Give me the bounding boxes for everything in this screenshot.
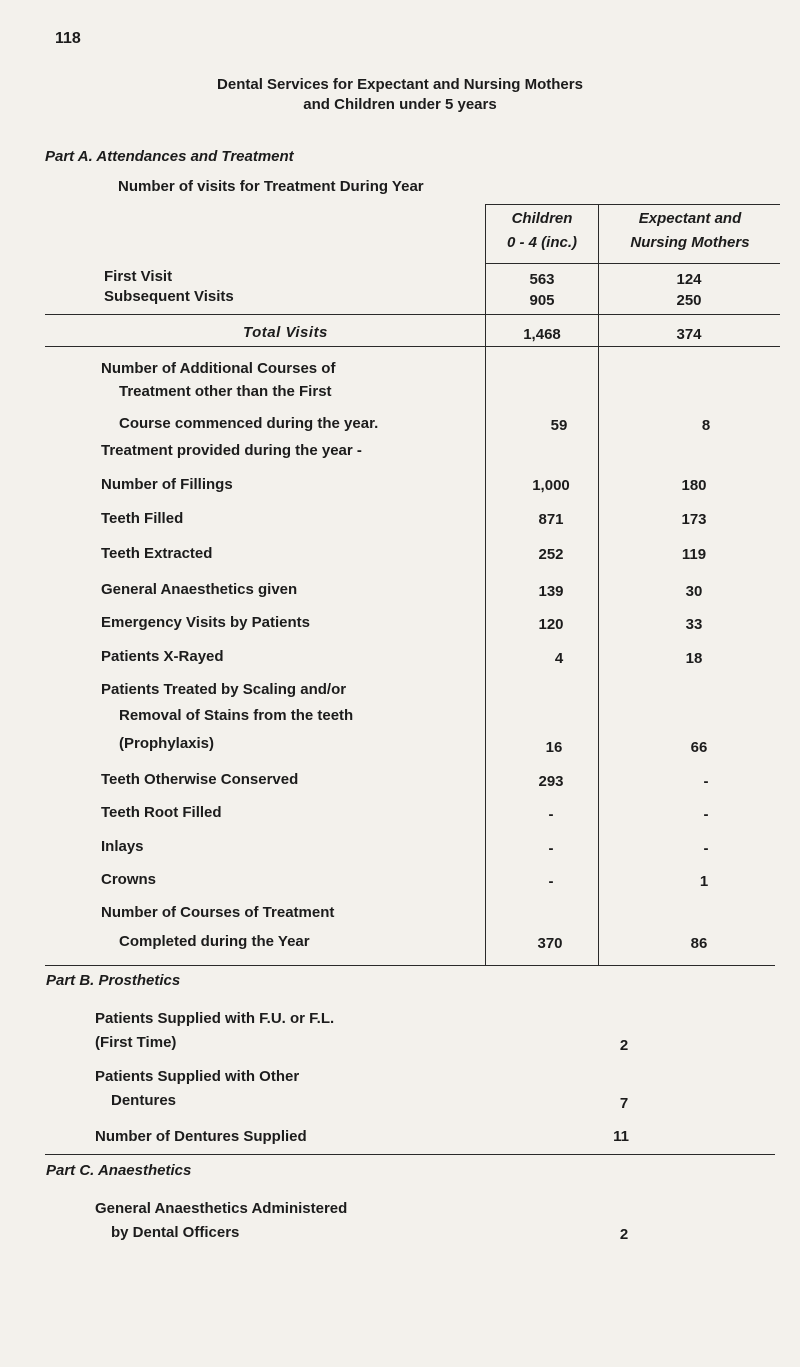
additional-courses-line1: Number of Additional Courses of <box>101 360 336 377</box>
root-filled-mothers: - <box>703 806 709 823</box>
column-divider-left <box>485 204 486 965</box>
total-bottom-rule <box>45 346 780 347</box>
table-top-rule <box>485 204 780 205</box>
total-visits-mothers: 374 <box>676 326 702 343</box>
page-title-line2: and Children under 5 years <box>303 96 497 113</box>
additional-courses-line2: Treatment other than the First <box>119 383 332 400</box>
first-visit-children: 563 <box>529 271 555 288</box>
column-divider-right <box>598 204 599 965</box>
emergency-visits-children: 120 <box>538 616 564 633</box>
fu-fl-line1: Patients Supplied with F.U. or F.L. <box>95 1010 335 1027</box>
inlays-mothers: - <box>703 840 709 857</box>
completed-children: 370 <box>537 935 563 952</box>
subsequent-visits-mothers: 250 <box>676 292 702 309</box>
other-dentures-value: 7 <box>619 1095 629 1112</box>
general-anaesthetics-label: General Anaesthetics given <box>101 581 298 598</box>
additional-courses-children: 59 <box>550 417 568 434</box>
otherwise-conserved-mothers: - <box>703 773 709 790</box>
fu-fl-line2: (First Time) <box>95 1034 177 1051</box>
total-visits-children: 1,468 <box>523 326 561 343</box>
dentures-supplied-label: Number of Dentures Supplied <box>95 1128 307 1145</box>
additional-courses-line3: Course commenced during the year. <box>119 415 379 432</box>
total-visits-label: Total Visits <box>243 324 328 341</box>
otherwise-conserved-children: 293 <box>538 773 564 790</box>
col-mothers-line2: Nursing Mothers <box>630 234 750 251</box>
general-anaesthetics-children: 139 <box>538 583 564 600</box>
inlays-label: Inlays <box>101 838 144 855</box>
emergency-visits-label: Emergency Visits by Patients <box>101 614 310 631</box>
scaling-line1: Patients Treated by Scaling and/or <box>101 681 347 698</box>
crowns-children: - <box>548 873 554 890</box>
teeth-filled-mothers: 173 <box>681 511 707 528</box>
teeth-filled-children: 871 <box>538 511 564 528</box>
teeth-extracted-mothers: 119 <box>681 546 707 563</box>
first-visit-label: First Visit <box>104 268 173 285</box>
general-anaesthetics-mothers: 30 <box>685 583 703 600</box>
other-dentures-line1: Patients Supplied with Other <box>95 1068 300 1085</box>
page-number: 118 <box>55 30 81 47</box>
scaling-mothers: 66 <box>690 739 708 756</box>
scaling-line3: (Prophylaxis) <box>119 735 215 752</box>
scaling-children: 16 <box>545 739 563 756</box>
fillings-mothers: 180 <box>681 477 707 494</box>
ga-administered-line2: by Dental Officers <box>111 1224 240 1241</box>
x-rayed-mothers: 18 <box>685 650 703 667</box>
teeth-extracted-label: Teeth Extracted <box>101 545 213 562</box>
x-rayed-children: 4 <box>554 650 564 667</box>
total-top-rule <box>45 314 780 315</box>
part-b-heading: Part B. Prosthetics <box>46 972 181 989</box>
root-filled-children: - <box>548 806 554 823</box>
fillings-children: 1,000 <box>532 477 570 494</box>
completed-line2: Completed during the Year <box>119 933 310 950</box>
scaling-line2: Removal of Stains from the teeth <box>119 707 354 724</box>
root-filled-label: Teeth Root Filled <box>101 804 222 821</box>
other-dentures-line2: Dentures <box>111 1092 177 1109</box>
subsequent-visits-children: 905 <box>529 292 555 309</box>
dentures-supplied-value: 11 <box>613 1128 629 1145</box>
header-rule <box>485 263 780 264</box>
part-a-heading: Part A. Attendances and Treatment <box>45 148 294 165</box>
completed-mothers: 86 <box>690 935 708 952</box>
col-children-line1: Children <box>511 210 573 227</box>
completed-line1: Number of Courses of Treatment <box>101 904 335 921</box>
first-visit-mothers: 124 <box>676 271 702 288</box>
ga-administered-line1: General Anaesthetics Administered <box>95 1200 348 1217</box>
page-title-line1: Dental Services for Expectant and Nursing Mothers <box>217 76 583 93</box>
inlays-children: - <box>548 840 554 857</box>
part-b-bottom-rule <box>45 1154 775 1155</box>
teeth-filled-label: Teeth Filled <box>101 510 184 527</box>
col-mothers-line1: Expectant and <box>638 210 742 227</box>
fu-fl-value: 2 <box>619 1037 629 1054</box>
part-a-bottom-rule <box>45 965 775 966</box>
crowns-label: Crowns <box>101 871 157 888</box>
x-rayed-label: Patients X-Rayed <box>101 648 224 665</box>
part-a-subheading: Number of visits for Treatment During Year <box>118 178 424 195</box>
otherwise-conserved-label: Teeth Otherwise Conserved <box>101 771 299 788</box>
teeth-extracted-children: 252 <box>538 546 564 563</box>
col-children-line2: 0 - 4 (inc.) <box>506 234 577 251</box>
additional-courses-mothers: 8 <box>701 417 711 434</box>
fillings-label: Number of Fillings <box>101 476 233 493</box>
part-c-heading: Part C. Anaesthetics <box>46 1162 192 1179</box>
emergency-visits-mothers: 33 <box>685 616 703 633</box>
crowns-mothers: 1 <box>699 873 709 890</box>
ga-administered-value: 2 <box>619 1226 629 1243</box>
subsequent-visits-label: Subsequent Visits <box>104 288 234 305</box>
treatment-provided-label: Treatment provided during the year - <box>101 442 362 459</box>
